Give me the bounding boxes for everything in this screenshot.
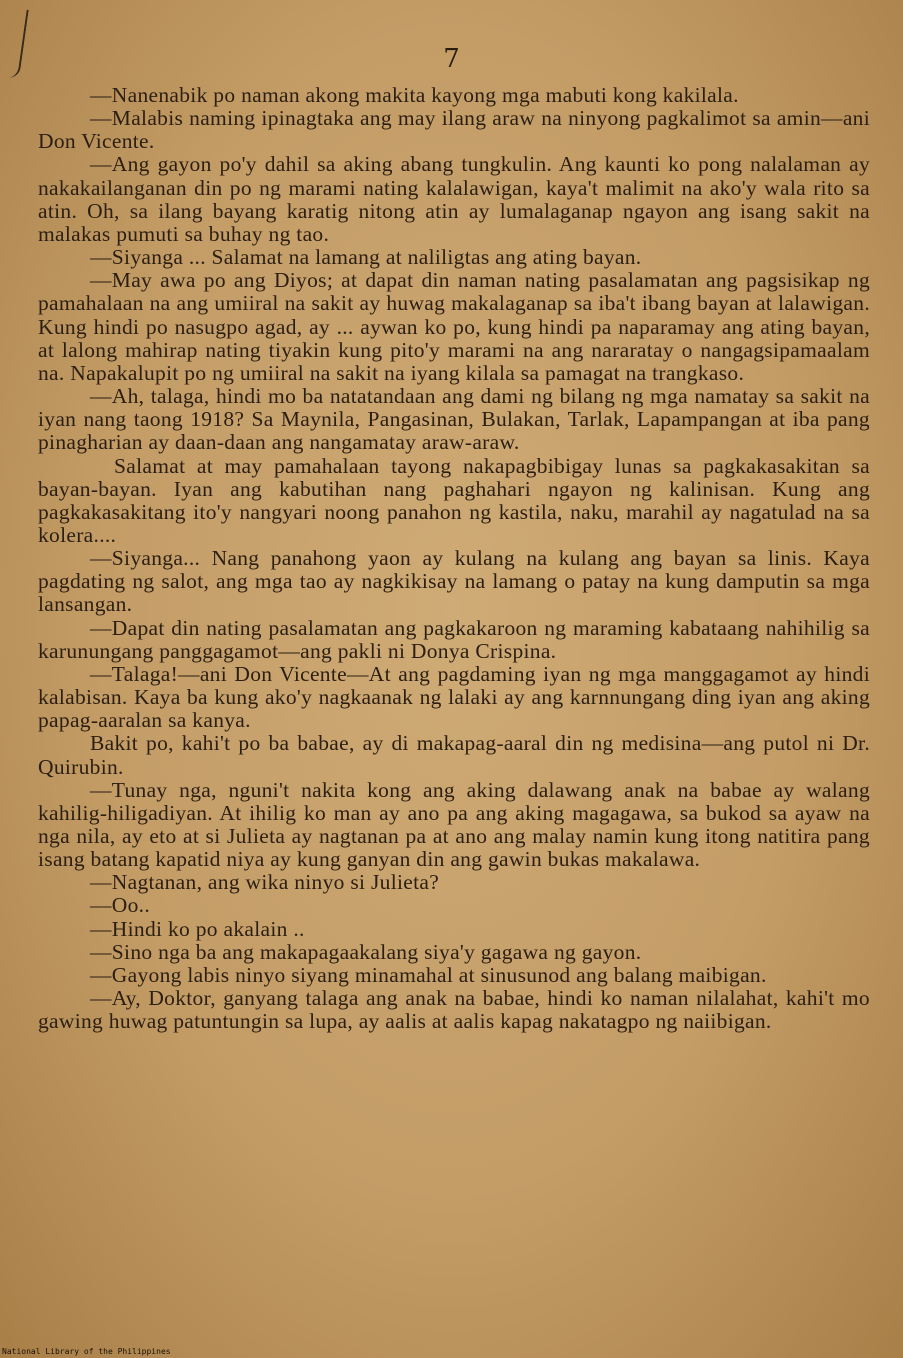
- paragraph: Bakit po, kahi't po ba babae, ay di makapag-aaral din ng medisina—ang putol ni Dr. Quirubin.: [38, 731, 870, 779]
- paragraph: —Malabis naming ipinagtaka ang may ilang araw na ninyong pagkalimot sa amin—ani Don Vicente.: [38, 106, 870, 154]
- paragraph: —Sino nga ba ang makapagaakalang siya'y gagawa ng gayon.: [90, 939, 642, 964]
- page-number: 7: [443, 44, 460, 74]
- paragraph: —Nanenabik po naman akong makita kayong mga mabuti kong kakilala.: [90, 83, 739, 107]
- paragraph: —Talaga!—ani Don Vicente—At ang pagdaming iyan ng mga manggagamot ay hindi kalabisan. Kaya ba kung ako'y nagkaanak ng lalaki ay ang karnnungang ding iyan ang aking papag-aaralan sa kanya.: [38, 661, 870, 733]
- paragraph: —May awa po ang Diyos; at dapat din naman nating pasalamatan ang pagsisikap ng pamahalaan na ang umiiral na sakit ay huwag makalaganap sa iba't ibang bayan at lalawigan. Kung hindi po nasugpo agad, ay ... aywan ko po, kung hindi pa naparamay ang ating bayan, at lalong mahirap nating tiyakin kung pito'y marami na ang nararatay o nangagsipamaalam na. Napakalupit po ng umiiral na sakit na iyang kilala sa pamagat na trangkaso.: [38, 268, 870, 385]
- library-footer: National Library of the Philippines: [2, 1347, 171, 1356]
- paragraph: —Oo..: [90, 893, 151, 918]
- paragraph: —Siyanga... Nang panahong yaon ay kulang na kulang ang bayan sa linis. Kaya pagdating ng salot, ang mga tao ay nagkikisay na lamang o patay na kung damputin sa mga lansangan.: [38, 546, 870, 617]
- paragraph: —Tunay nga, nguni't nakita kong ang aking dalawang anak na babae ay walang kahilig-hiligadiyan. At ihilig ko man ay ano pa ang aking magagawa, sa bukod sa ayaw na nga nila, ay eto at si Julieta ay nagtanan pa at ano ang malay namin kung itong natitira pang isang batang kapatid niya ay kung ganyan din ang gawin bukas makalawa.: [38, 777, 870, 872]
- paragraph: —Ah, talaga, hindi mo ba natatandaan ang dami ng bilang ng mga namatay sa sakit na iyan nang taong 1918? Sa Maynila, Pangasinan, Bulakan, Tarlak, Lapampangan at iba pang pinagharian ay daan-daan ang nangamatay araw-araw.: [38, 384, 870, 455]
- paragraph: —Dapat din nating pasalamatan ang pagkakaroon ng maraming kabataang nahihilig sa karunungang panggagamot—ang pakli ni Donya Crispina.: [38, 615, 870, 663]
- paragraph: —Siyanga ... Salamat na lamang at naliligtas ang ating bayan.: [90, 245, 642, 270]
- paragraph: —Ay, Doktor, ganyang talaga ang anak na babae, hindi ko naman nilalahat, kahi't mo gawing huwag patuntungin sa lupa, ay aalis at aalis kapag nakatagpo ng naiibigan.: [38, 986, 870, 1034]
- paragraph: —Ang gayon po'y dahil sa aking abang tungkulin. Ang kaunti ko pong nalalaman ay nakakailanganan din po ng marami nating kalalawigan, kaya't malimit na ako'y wala rito sa atin. Oh, sa ilang bayang karatig nitong atin ay lumalaganap ngayon ang isang sakit na malakas pumuti sa buhay ng tao.: [38, 152, 870, 246]
- paragraph: —Gayong labis ninyo siyang minamahal at sinusunod ang balang maibigan.: [90, 962, 767, 987]
- body-text: [38, 84, 870, 1033]
- paragraph: —Nagtanan, ang wika ninyo si Julieta?: [90, 870, 440, 895]
- paragraph: Salamat at may pamahalaan tayong nakapagbibigay lunas sa pagkakasakitan sa bayan-bayan. Iyan ang kabutihan nang paghahari ngayon ng kalinisan. Kung ang pagkakasakitang ito'y nangyari noong panahon ng kastila, naku, marahil ay nagatulad na sa kolera....: [38, 453, 870, 547]
- paragraph: —Hindi ko po akalain ..: [90, 916, 305, 941]
